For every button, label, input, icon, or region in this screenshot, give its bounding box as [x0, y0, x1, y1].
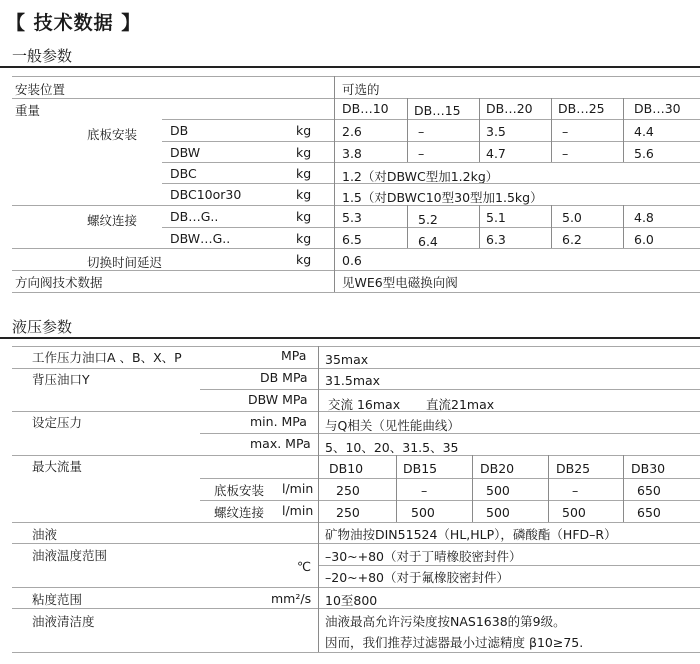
weight-cell: 5.2	[418, 212, 438, 227]
back-pressure-label: 背压油口Y	[32, 372, 90, 387]
visc-unit: mm²/s	[271, 591, 312, 606]
switch-delay-label: 切换时间延迟	[87, 255, 163, 270]
back-dbw-dc: 直流21max	[426, 397, 495, 412]
model-header: DB…10	[342, 101, 389, 116]
type-dbw: DBW	[170, 145, 201, 160]
hydraulic-section-title: 液压参数	[12, 318, 73, 336]
type-dbw-g: DBW…G..	[170, 231, 231, 246]
unit-kg: kg	[296, 252, 312, 267]
flow-cell: –	[421, 483, 428, 498]
visc-label: 粘度范围	[32, 592, 83, 607]
weight-cell: 5.1	[486, 210, 506, 225]
weight-cell: 4.7	[486, 146, 506, 161]
threaded-label: 螺纹连接	[87, 213, 138, 228]
weight-cell: 6.0	[634, 232, 654, 247]
weight-cell: 6.3	[486, 232, 506, 247]
weight-cell: 5.0	[562, 210, 582, 225]
unit-db-mpa: DB MPa	[260, 370, 308, 385]
visc-value: 10至800	[325, 593, 378, 608]
valve-data-value: 见WE6型电磁换向阀	[342, 275, 458, 290]
type-db-g: DB…G..	[170, 209, 219, 224]
set-max-value: 5、10、20、31.5、35	[325, 440, 459, 455]
unit-kg: kg	[296, 166, 312, 181]
unit-kg: kg	[296, 209, 312, 224]
weight-cell: –	[418, 124, 425, 139]
unit-kg: kg	[296, 187, 312, 202]
type-db: DB	[170, 123, 189, 138]
clean-label: 油液清洁度	[32, 614, 95, 629]
weight-cell: –	[562, 146, 569, 161]
weight-cell: 6.2	[562, 232, 582, 247]
weight-cell: 2.6	[342, 124, 362, 139]
temp-unit: ℃	[297, 559, 312, 574]
type-dbc10or30: DBC10or30	[170, 187, 242, 202]
dbc-note: 1.2（对DBWC型加1.2kg）	[342, 169, 499, 184]
model-header: DB…25	[558, 101, 605, 116]
dbc10or30-note: 1.5（对DBWC10型30型加1.5kg）	[342, 190, 543, 205]
general-title-rule	[0, 66, 700, 68]
flow-cell: 500	[562, 505, 586, 520]
weight-cell: 6.4	[418, 234, 438, 249]
work-pressure-value: 35max	[325, 352, 369, 367]
unit-lmin: l/min	[282, 481, 314, 496]
unit-max-mpa: max. MPa	[250, 436, 311, 451]
set-min-value: 与Q相关（见性能曲线）	[325, 418, 460, 433]
unit-lmin: l/min	[282, 503, 314, 518]
flow-model-header: DB15	[403, 461, 438, 476]
unit-mpa: MPa	[281, 348, 307, 363]
flow-cell: 650	[637, 505, 661, 520]
type-dbc: DBC	[170, 166, 197, 181]
unit-dbw-mpa: DBW MPa	[248, 392, 308, 407]
flow-cell: 250	[336, 505, 360, 520]
flow-subplate-label: 底板安装	[214, 483, 265, 498]
weight-cell: –	[418, 146, 425, 161]
model-header: DB…20	[486, 101, 533, 116]
flow-cell: 250	[336, 483, 360, 498]
weight-cell: 4.4	[634, 124, 654, 139]
flow-model-header: DB10	[329, 461, 364, 476]
subplate-label: 底板安装	[87, 127, 138, 142]
back-db-value: 31.5max	[325, 373, 381, 388]
weight-cell: 4.8	[634, 210, 654, 225]
valve-data-label: 方向阀技术数据	[15, 275, 103, 290]
clean-value-2: 因而，我们推荐过滤器最小过滤精度 β10≥75.	[325, 635, 584, 650]
weight-cell: 3.8	[342, 146, 362, 161]
unit-min-mpa: min. MPa	[250, 414, 307, 429]
weight-cell: 6.5	[342, 232, 362, 247]
flow-cell: 500	[486, 505, 510, 520]
model-header: DB…15	[414, 103, 461, 118]
flow-model-header: DB25	[556, 461, 591, 476]
install-value: 可选的	[342, 82, 380, 97]
work-pressure-label: 工作压力油口A 、B、X、P	[32, 350, 182, 365]
back-dbw-ac: 交流 16max	[328, 397, 401, 412]
page-title: 【 技术数据 】	[6, 12, 142, 34]
unit-kg: kg	[296, 123, 312, 138]
unit-kg: kg	[296, 231, 312, 246]
general-section-title: 一般参数	[12, 47, 73, 65]
install-label: 安装位置	[15, 82, 66, 97]
weight-cell: 3.5	[486, 124, 506, 139]
clean-value-1: 油液最高允许污染度按NAS1638的第9级。	[325, 614, 566, 629]
temp-value-1: –30~+80（对于丁晴橡胶密封件）	[325, 549, 522, 564]
flow-cell: 650	[637, 483, 661, 498]
temp-label: 油液温度范围	[32, 548, 108, 563]
weight-label: 重量	[15, 103, 41, 118]
temp-value-2: –20~+80（对于氟橡胶密封件）	[325, 570, 510, 585]
weight-cell: –	[562, 124, 569, 139]
hydraulic-title-rule	[0, 337, 700, 339]
switch-delay-value: 0.6	[342, 253, 362, 268]
flow-model-header: DB30	[631, 461, 666, 476]
weight-cell: 5.3	[342, 210, 362, 225]
set-pressure-label: 设定压力	[32, 415, 83, 430]
oil-value: 矿物油按DIN51524（HL,HLP），磷酸酯（HFD–R）	[325, 527, 617, 542]
flow-cell: 500	[411, 505, 435, 520]
max-flow-label: 最大流量	[32, 459, 83, 474]
unit-kg: kg	[296, 145, 312, 160]
flow-threaded-label: 螺纹连接	[214, 505, 265, 520]
weight-cell: 5.6	[634, 146, 654, 161]
flow-cell: –	[572, 483, 579, 498]
model-header: DB…30	[634, 101, 681, 116]
flow-model-header: DB20	[480, 461, 515, 476]
flow-cell: 500	[486, 483, 510, 498]
oil-label: 油液	[32, 527, 58, 542]
